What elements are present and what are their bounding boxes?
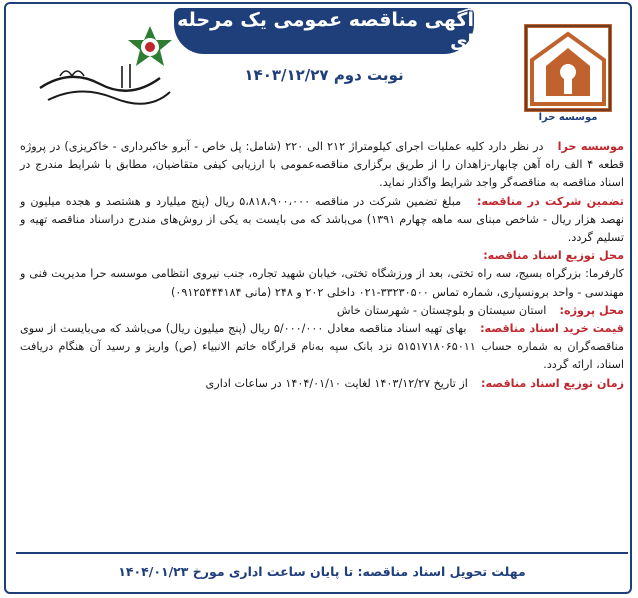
round-date: نوبت دوم ۱۴۰۳/۱۲/۲۷	[244, 66, 404, 84]
notice-page	[4, 2, 632, 594]
project-paragraph	[20, 302, 624, 320]
org-name: موسسه حرا	[557, 140, 624, 153]
deadline-text: مهلت تحویل اسناد مناقصه: تا پایان ساعت اداری مورخ ۱۴۰۴/۰۱/۲۳	[118, 563, 526, 579]
price-paragraph	[20, 320, 624, 375]
header-banner	[174, 8, 474, 54]
price-text: بهای تهیه اسناد مناقصه معادل ۵/۰۰۰/۰۰۰ ریال (پنج میلیون ریال) می‌باشد که می‌بایست از سوی مناقصه‌گران به شماره حساب ۵۱۵۱۷۱۸۰۶۵۰۱۱ نزد بانک سپه به‌نام قرارگاه خاتم الانبیاء (ص) واریز و رسید آن هنگام دریافت اسناد، ارائه گردد.	[20, 322, 624, 372]
schedule-text: از تاریخ ۱۴۰۳/۱۲/۲۷ لغایت ۱۴۰۴/۰۱/۱۰ در ساعات اداری	[205, 376, 468, 390]
distribution-text: کارفرما: بزرگراه بسیج، سه راه تختی، بعد از ورزشگاه تختی، خیابان شهید تجاره، جنب نیروی انتظامی موسسه حرا مدیریت فنی و مهندسی - واحد برونسپاری، شماره تماس ۳۳۲۳۰۵۰۰-۰۲۱ داخلی ۲۰۲ و ۲۴۸ (مانی ۰۹۱۲۵۴۴۴۱۸۴)	[20, 267, 624, 299]
notice-body	[20, 138, 624, 393]
notice-title: آگهی مناقصه عمومی یک مرحله ای	[177, 9, 474, 53]
project-label: محل پروژه:	[559, 303, 624, 317]
intro-paragraph	[20, 138, 624, 193]
schedule-paragraph	[20, 375, 624, 393]
distribution-label: محل توزیع اسناد مناقصه:	[483, 249, 624, 263]
guarantee-label: تضمین شرکت در مناقصه:	[477, 194, 624, 208]
distribution-label-paragraph	[20, 247, 624, 265]
guarantee-paragraph	[20, 193, 624, 248]
price-label: قیمت خرید اسناد مناقصه:	[480, 322, 625, 336]
khatam-al-anbiya-emblem-icon	[30, 18, 180, 118]
project-text: استان سیستان و بلوچستان - شهرستان خاش	[336, 303, 547, 317]
deadline-footer	[16, 552, 628, 588]
intro-text: در نظر دارد کلیه عملیات اجرای کیلومتراژ ۲۱۲ الی ۲۲۰ (شامل: پل خاص - آبرو خاکبرداری - خاکریزی) در پروژه قطعه ۴ الف راه آهن چابهار-زاهدان را از طریق برگزاری مناقصه‌عمومی با ارزیابی کیفی متقاضیان، مطابق با شرایط مندرج در اسناد مناقصه به مناقصه‌گر واجد شرایط واگذار نماید.	[20, 140, 624, 190]
schedule-label: زمان توزیع اسناد مناقصه:	[481, 376, 624, 390]
guarantee-text: مبلغ تضمین شرکت در مناقصه ۵،۸۱۸،۹۰۰،۰۰۰ ریال (پنج میلیارد و هشتصد و هجده میلیون و نهصد هزار ریال - شاخص مبنای سه ماهه چهارم ۱۳۹۱) می‌باشد که می بایست به یکی از روش‌های مندرج دراسناد مناقصه تهیه و تسلیم گردد.	[20, 194, 624, 245]
hara-institute-caption: موسسه حرا	[538, 112, 598, 123]
distribution-paragraph	[20, 265, 624, 301]
